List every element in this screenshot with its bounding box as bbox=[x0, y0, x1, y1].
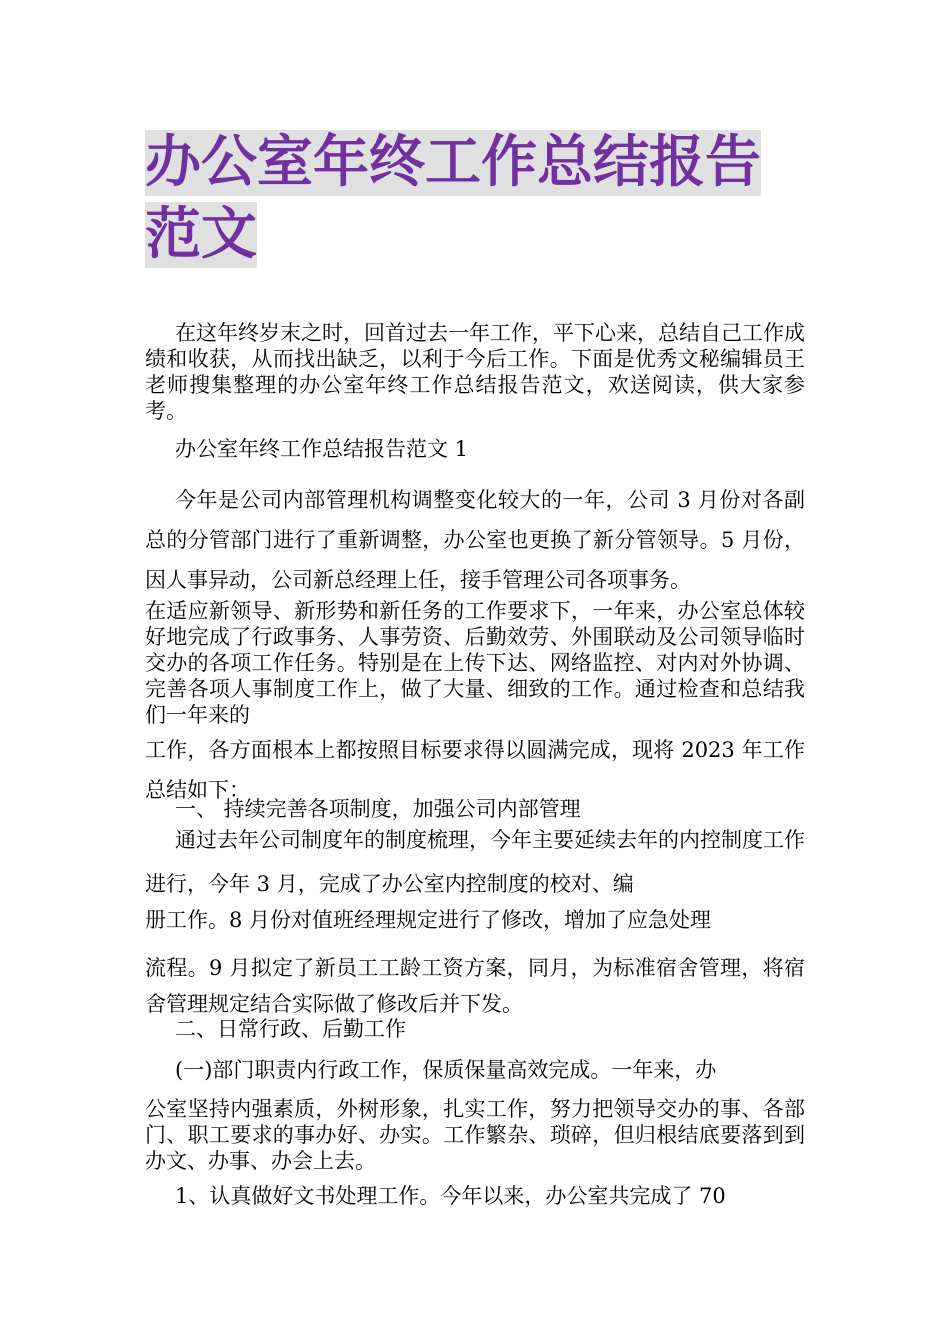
section-heading-1: 办公室年终工作总结报告范文 1 bbox=[175, 437, 469, 461]
intro-paragraph: 在这年终岁末之时，回首过去一年工作，平下心来，总结自己工作成绩和收获，从而找出缺乏，以利于今后工作。下面是优秀文秘编辑员王老师搜集整理的办公室年终工作总结报告范文，欢送阅读，供大家参考。 bbox=[145, 321, 805, 423]
title-line-2: 范文 bbox=[145, 202, 257, 267]
body-paragraph: 工作，各方面根本上都按照目标要求得以圆满完成，现将 2023 年工作总结如下： bbox=[145, 738, 805, 802]
body-paragraph: 1、认真做好文书处理工作。今年以来，办公室共完成了 70 bbox=[175, 1184, 726, 1208]
body-paragraph: 册工作。8 月份对值班经理规定进行了修改，增加了应急处理 bbox=[145, 908, 712, 932]
body-paragraph: 流程。9 月拟定了新员工工龄工资方案，同月，为标准宿舍管理，将宿舍管理规定结合实际做了修改后并下发。 bbox=[145, 956, 805, 1016]
body-paragraph: (一)部门职责内行政工作，保质保量高效完成。一年来，办 bbox=[175, 1058, 717, 1082]
section-heading: 二、日常行政、后勤工作 bbox=[175, 1017, 406, 1041]
body-paragraph: 公室坚持内强素质，外树形象，扎实工作，努力把领导交办的事、各部门、职工要求的事办好、办实。工作繁杂、琐碎，但归根结底要落到到办文、办事、办会上去。 bbox=[145, 1097, 805, 1173]
body-paragraph: 通过去年公司制度年的制度梳理，今年主要延续去年的内控制度工作进行，今年 3 月，完成了办公室内控制度的校对、编 bbox=[145, 828, 805, 896]
document-title bbox=[145, 130, 810, 268]
body-paragraph: 今年是公司内部管理机构调整变化较大的一年，公司 3 月份对各副总的分管部门进行了重新调整，办公室也更换了新分管领导。5 月份，因人事异动，公司新总经理上任，接手管理公司各项事务。 bbox=[145, 488, 805, 592]
title-line-1: 办公室年终工作总结报告 bbox=[145, 130, 761, 195]
section-heading: 一、 持续完善各项制度，加强公司内部管理 bbox=[175, 797, 581, 821]
body-paragraph: 在适应新领导、新形势和新任务的工作要求下，一年来，办公室总体较好地完成了行政事务、人事劳资、后勤效劳、外围联动及公司领导临时交办的各项工作任务。特别是在上传下达、网络监控、对内对外协调、完善各项人事制度工作上，做了大量、细致的工作。通过检查和总结我们一年来的 bbox=[145, 599, 805, 727]
